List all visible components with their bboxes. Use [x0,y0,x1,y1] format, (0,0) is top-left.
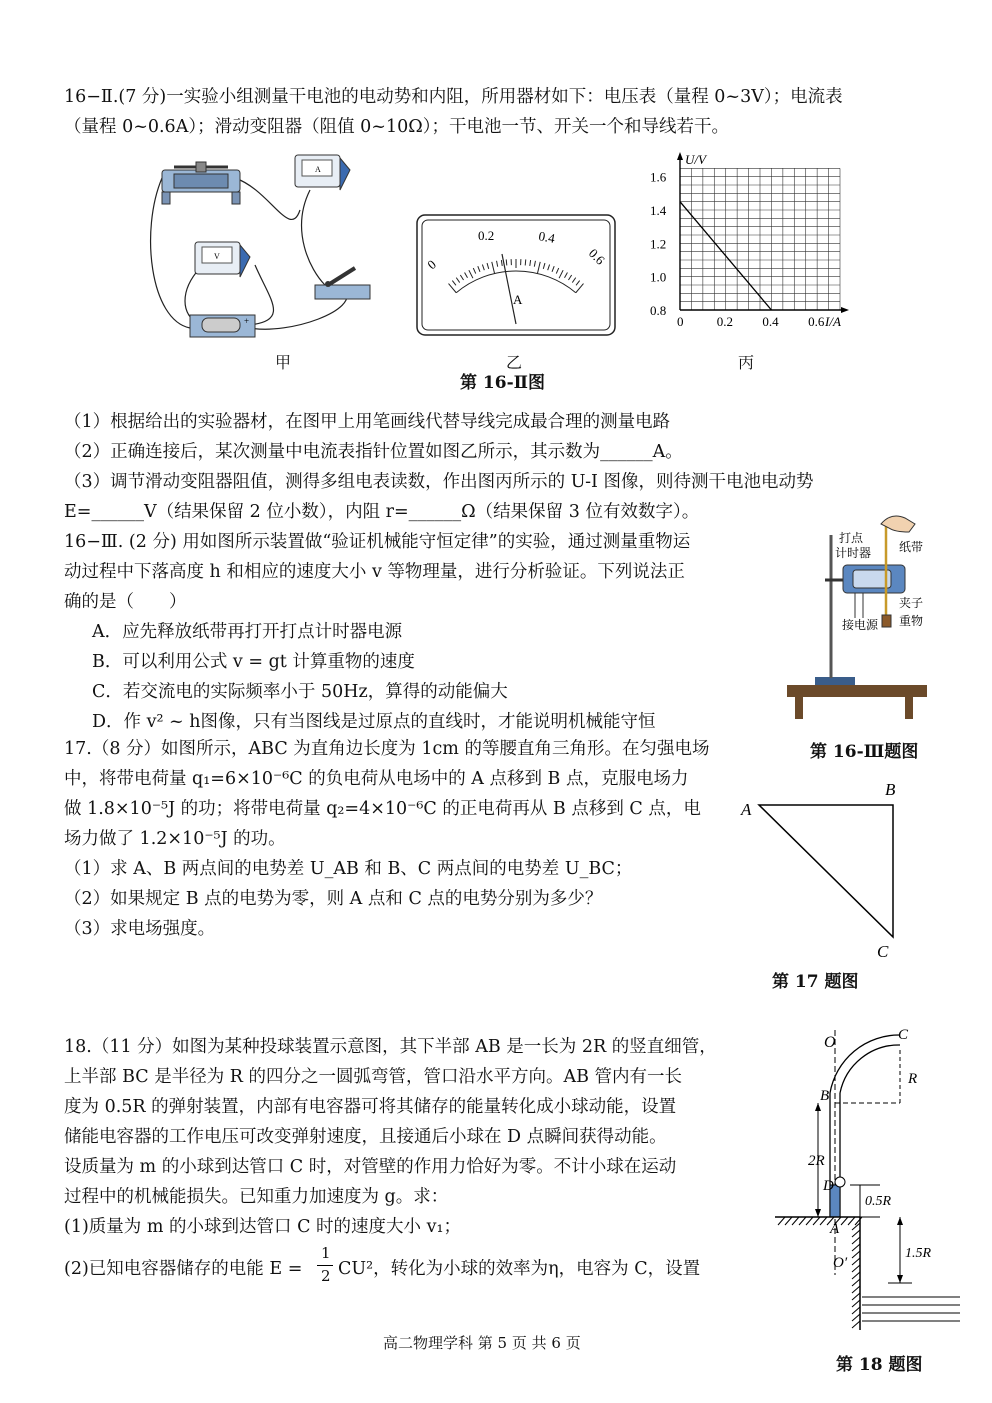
launcher-figure [770,1025,965,1335]
q16-3-line1: 16−Ⅲ. (2 分) 用如图所示装置做“验证机械能守恒定律”的实验，通过测量重物运 [64,532,691,552]
svg-text:+: + [244,316,250,326]
q17-line4: 场力做了 1.2×10⁻⁵J 的功。 [64,829,286,849]
q16-2-line1: 16−Ⅱ.(7 分)一实验小组测量干电池的电动势和内阻，所用器材如下：电压表（量程 0~3V）；电流表 [64,87,843,107]
graph-xlabel: I/A [825,314,841,329]
circuit-figure [140,150,380,350]
q18-line6: 过程中的机械能损失。已知重力加速度为 g。求： [64,1187,449,1207]
fig18-label-d: D [823,1178,834,1194]
q16-3-option-b: B．可以利用公式 v = gt 计算重物的速度 [92,652,415,672]
page-footer: 高二物理学科 第 5 页 共 6 页 [383,1334,581,1352]
q17-part3: （3）求电场强度。 [64,919,216,939]
q16-3-option-c: C．若交流电的实际频率小于 50Hz，算得的动能偏大 [92,682,508,702]
fig18-label-a: A [830,1221,840,1237]
graph-ytick-label: 1.4 [650,203,667,218]
q16-2-line2: （量程 0~0.6A）；滑动变阻器（阻值 0~10Ω）；干电池一节、开关一个和导线若干。 [64,117,729,137]
fig-jia-label: 甲 [275,353,292,372]
q16-2-part3a: （3）调节滑动变阻器阻值，测得多组电表读数，作出图丙所示的 U-I 图像，则待测干电池电动势 [64,472,814,492]
ui-graph [645,148,855,338]
fraction-denominator: 2 [321,1267,331,1285]
battery-icon [190,315,255,337]
ammeter-icon [295,155,350,190]
label-jiazi: 夹子 [899,596,924,610]
q18-part2-suffix: CU²，转化为小球的效率为η，电容为 C，设置 [338,1259,701,1279]
fig18-label-c: C [898,1027,909,1043]
q17-line3: 做 1.8×10⁻⁵J 的功；将带电荷量 q₂=4×10⁻⁶C 的正电荷再从 B 点移到 C 点，电 [64,799,701,819]
fig18-label-r: R [908,1071,918,1087]
fig18-label-2r: 2R [808,1153,825,1169]
q18-line3: 度为 0.5R 的弹射装置，内部有电容器可将其储存的能量转化成小球动能，设置 [64,1097,677,1117]
fig-16-3-caption: 第 16-Ⅲ题图 [810,742,919,762]
fig18-label-05r: 0.5R [865,1194,892,1209]
graph-ylabel: U/V [685,152,706,167]
dial-unit-label: A [513,292,523,307]
svg-text:V: V [214,252,220,261]
label-jishiqi: 计时器 [835,546,872,560]
fig18-label-o: O [824,1034,836,1051]
ammeter-dial-figure [416,214,616,336]
point-b-label: B [885,780,896,799]
graph-xtick-label: 0.4 [762,314,779,329]
q17-line2: 中，将带电荷量 q₁=6×10⁻⁶C 的负电荷从电场中的 A 点移到 B 点，克服电场力 [64,769,689,789]
label-jiedianyuan: 接电源 [842,618,879,632]
q17-line1: 17.（8 分）如图所示，ABC 为直角边长度为 1cm 的等腰直角三角形。在匀强电场 [64,739,710,759]
graph-xtick-label: 0.6 [808,314,825,329]
q16-3-line3: 确的是（ ） [64,592,187,612]
q18-line4: 储能电容器的工作电压可改变弹射速度，且接通后小球在 D 点瞬间获得动能。 [64,1127,667,1147]
q18-line5: 设质量为 m 的小球到达管口 C 时，对管壁的作用力恰好为零。不计小球在运动 [64,1157,677,1177]
q16-3-option-a: A．应先释放纸带再打开打点计时器电源 [92,622,403,642]
q18-line2: 上半部 BC 是半径为 R 的四分之一圆弧弯管，管口沿水平方向。AB 管内有一长 [64,1067,683,1087]
fig-bing-label: 丙 [738,353,755,372]
label-zhongwu: 重物 [899,614,924,628]
point-a-label: A [741,800,752,819]
dial-tick [525,259,526,265]
graph-ytick-label: 1.6 [650,169,667,185]
q17-part2: （2）如果规定 B 点的电势为零，则 A 点和 C 点的电势分别为多少？ [64,889,603,909]
graph-ytick-label: 1.2 [650,236,667,252]
q16-2-part1: （1）根据给出的实验器材，在图甲上用笔画线代替导线完成最合理的测量电路 [64,412,671,432]
dial-tick [506,259,507,265]
fig18-label-15r: 1.5R [905,1246,932,1261]
fig-yi-label: 乙 [506,353,523,372]
fig-16-2-caption: 第 16-Ⅱ图 [460,373,545,393]
dial-label-02: 0.2 [478,228,495,243]
graph-xtick-label: 0 [677,314,684,329]
graph-ytick-label: 1.0 [650,269,667,285]
q17-part1: （1）求 A、B 两点间的电势差 U_AB 和 B、C 两点间的电势差 U_BC； [64,859,633,879]
q18-part2-prefix: (2)已知电容器储存的电能 E = [64,1259,303,1279]
q18-line1: 18.（11 分）如图为某种投球装置示意图，其下半部 AB 是一长为 2R 的竖直细管， [64,1037,717,1057]
free-fall-apparatus-figure [785,510,935,722]
fig18-label-b: B [820,1088,830,1104]
fraction-numerator: 1 [321,1244,331,1262]
dial-label-04: 0.4 [537,228,557,246]
dial-label-06: 0.6 [585,245,608,268]
q16-3-option-d: D．作 v² ~ h图像，只有当图线是过原点的直线时，才能说明机械能守恒 [92,712,656,732]
fraction-bar [317,1265,333,1266]
graph-ytick-label: 0.8 [650,303,667,318]
svg-text:A: A [315,165,321,174]
fig-18-caption: 第 18 题图 [836,1355,923,1375]
point-c-label: C [877,942,889,961]
label-zhidai: 纸带 [899,540,924,554]
q16-2-part2: （2）正确连接后，某次测量中电流表指针位置如图乙所示，其示数为______A。 [64,442,683,462]
triangle-abc-figure [735,775,910,965]
fig-17-caption: 第 17 题图 [772,972,859,992]
q18-part1: (1)质量为 m 的小球到达管口 C 时的速度大小 v₁； [64,1217,461,1237]
q16-3-line2: 动过程中下落高度 h 和相应的速度大小 v 等物理量，进行分析验证。下列说法正 [64,562,685,582]
label-dadian: 打点 [839,531,864,545]
rheostat-icon [162,162,240,204]
dial-label-0: 0 [424,256,439,273]
q16-2-part3b: E=______V（结果保留 2 位小数），内阻 r=______Ω（结果保留 3 位有效数字）。 [64,502,700,522]
voltmeter-icon [195,242,250,277]
fig18-label-o-prime: O′ [833,1255,848,1271]
graph-xtick-label: 0.2 [716,314,733,329]
